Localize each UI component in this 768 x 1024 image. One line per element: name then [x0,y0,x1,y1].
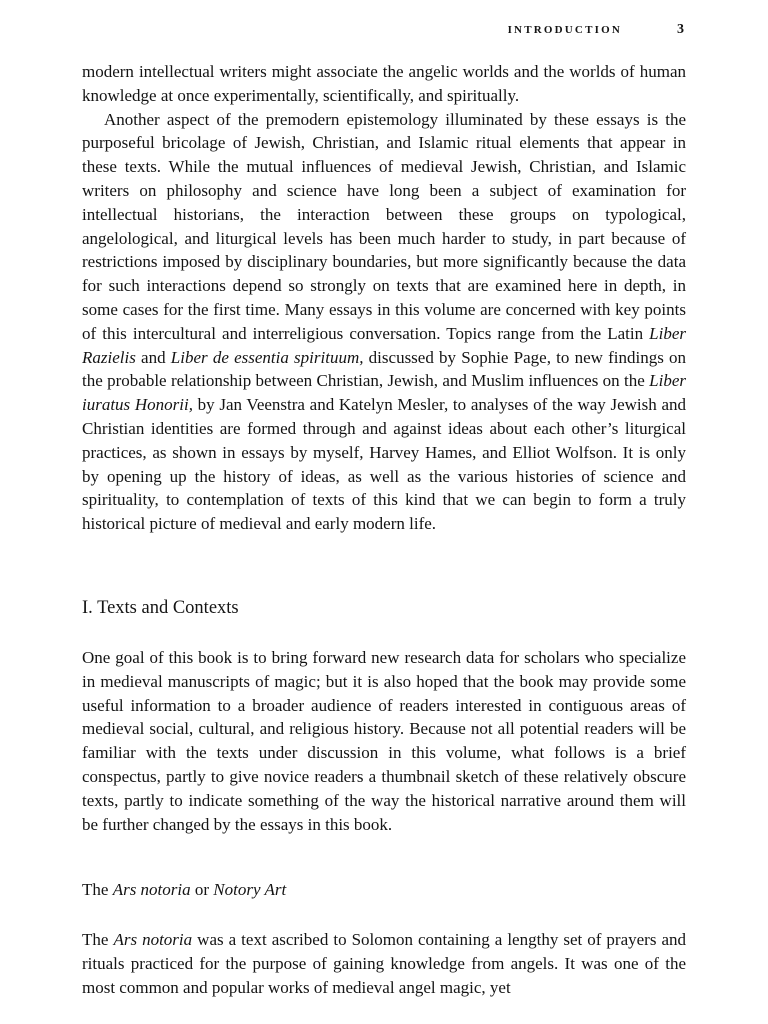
text-run: The [82,930,114,949]
paragraph-one-goal: One goal of this book is to bring forward new research data for scholars who specialize in medieval manuscripts of magic; but it is also hoped that the book may provide some useful information to a broader audience of readers interested in contiguous areas of medieval social, cultural, and religious history. Because not all potential readers will be familiar with the texts under discussion in this volume, what follows is a brief conspectus, partly to give novice readers a thumbnail sketch of these relatively obscure texts, partly to indicate something of the way the historical narrative around them will be further changed by the essays in this book. [82,648,686,834]
continued-paragraph: modern intellectual writers might associate the angelic worlds and the worlds of human knowledge at once experimentally, scientifically, and spiritually. [82,62,686,105]
section-heading-texts-and-contexts: I. Texts and Contexts [82,598,239,618]
title-liber-razielis: Liber Razielis [82,323,686,367]
running-head [82,22,686,42]
title-liber-iuratus: Liber iuratus Honorii, [82,371,686,415]
heading-text-run: The [82,880,113,899]
paragraph-another-aspect [82,108,686,536]
paragraph-ars-notoria [82,928,686,999]
text-run: discussed by Sophie Page, to new findings on the probable relationship between Christian, Jewish, and Muslim influences on the [82,347,687,391]
text-run: and [135,347,171,367]
opening-text-block [82,60,686,536]
subsection-ars-notoria-block [82,928,686,999]
heading-text-run: or [190,880,214,899]
section-texts-block [82,646,686,836]
title-ars-notoria: Ars notoria [113,930,193,949]
heading-title-ars-notoria: Ars notoria [112,880,191,899]
heading-title-notory-art: Notory Art [213,880,287,899]
title-liber-de-essentia: Liber de essentia spirituum, [170,347,364,367]
subsection-heading-ars-notoria [82,880,286,900]
text-run: was a text ascribed to Solomon containing a lengthy set of prayers and rituals practiced for the purpose of gaining knowledge from angels. It was one of the most common and popular works of medieval angel magic, yet [82,930,686,997]
text-run: by Jan Veenstra and Katelyn Mesler, to analyses of the way Jewish and Christian identities are formed through and against ideas about each other’s liturgical practices, as shown in essays by myself, Harvey Hames, and Elliot Wolfson. It is only by opening up the history of ideas, as well as the various histories of science and spirituality, to contemplation of texts of this kind that we can begin to form a truly historical picture of medieval and early modern life. [82,395,686,534]
running-head-title: INTRODUCTION [507,24,622,36]
text-run: Another aspect of the premodern epistemology illuminated by these essays is the purposeful bricolage of Jewish, Christian, and Islamic ritual elements that appear in these texts. While the mutual influences of medieval Jewish, Christian, and Islamic writers on philosophy and science have long been a subject of examination for intellectual historians, the interaction between these groups on typological, angelological, and liturgical levels has been much harder to study, in part because of restrictions imposed by disciplinary boundaries, but more significantly because the data for such interactions depend so strongly on texts that are examined here in depth, in some cases for the first time. Many essays in this volume are concerned with key points of this intercultural and interreligious conversation. Topics range from the Latin [82,109,686,343]
page-number: 3 [677,22,684,37]
